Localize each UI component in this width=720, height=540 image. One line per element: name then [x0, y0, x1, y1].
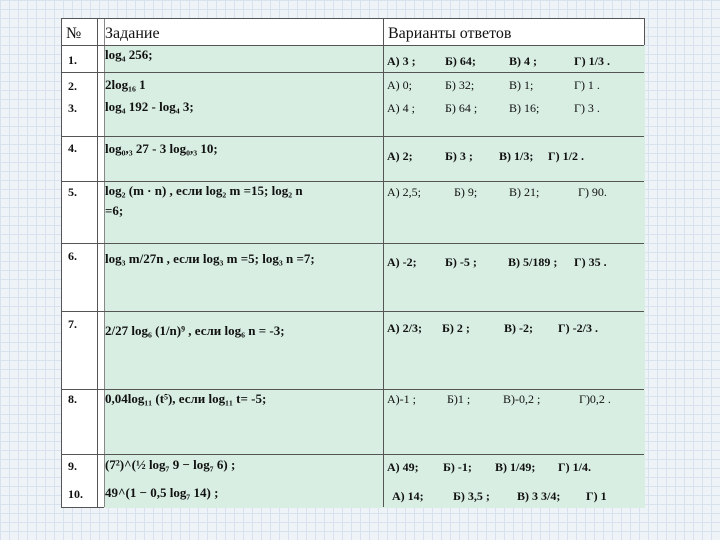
answer-a: А)-1 ; [387, 392, 416, 406]
answer-a: А) 14; [392, 489, 424, 503]
row-number: 8. [68, 392, 77, 406]
answer-d: Г) 1 . [574, 78, 600, 92]
row-number: 4. [68, 141, 77, 155]
row-band-1 [104, 45, 645, 72]
row-line [62, 45, 644, 46]
answer-d: Г)0,2 . [579, 392, 611, 406]
answer-c: В)-0,2 ; [503, 392, 541, 406]
answer-a: А) 2/3; [387, 321, 422, 335]
task-text: (7²)^(½ log₇ 9 − log₇ 6) ; [105, 457, 236, 472]
answer-b: Б)1 ; [447, 392, 471, 406]
answer-b: Б) -5 ; [445, 255, 477, 269]
row-line [62, 454, 644, 455]
answer-d: Г) -2/3 . [558, 321, 598, 335]
task-text: 49^(1 − 0,5 log₇ 14) ; [105, 485, 219, 500]
answer-b: Б) 32; [445, 78, 475, 92]
answer-a: А) 2; [387, 149, 413, 163]
answer-c: В) 3 3/4; [517, 489, 561, 503]
answer-c: В) 1/3; [499, 149, 534, 163]
answer-b: Б) 3 ; [445, 149, 473, 163]
answer-a: А) 0; [387, 78, 412, 92]
task-text: log₄ 192 - log₄ 3; [105, 99, 194, 114]
answer-a: А) 3 ; [387, 54, 416, 68]
header-num: № [66, 25, 82, 42]
row-number: 10. [68, 487, 83, 501]
answer-d: Г) 1/4. [558, 460, 591, 474]
header-task: Задание [105, 25, 160, 42]
task-text: 2/27 log₆ (1/n)⁹ , если log₆ n = -3; [105, 323, 285, 338]
row-line [62, 243, 644, 244]
task-table [61, 18, 645, 508]
task-text: 0,04log₁₁ (t⁵), если log₁₁ t= -5; [105, 391, 267, 406]
answer-c: В) 4 ; [509, 54, 537, 68]
answer-c: В) 1; [509, 78, 534, 92]
task-text: log₂ (m · n) , если log₂ m =15; log₂ n [105, 183, 303, 198]
col-divider-answers [383, 19, 384, 507]
answer-c: В) 16; [509, 101, 540, 115]
answer-b: Б) 9; [454, 185, 478, 199]
answer-c: В) 1/49; [495, 460, 536, 474]
answer-a: А) 49; [387, 460, 419, 474]
answer-b: Б) 3,5 ; [453, 489, 490, 503]
task-text: 2log₁₆ 1 [105, 77, 146, 92]
row-number: 7. [68, 317, 77, 331]
answer-b: Б) 64; [445, 54, 476, 68]
row-number: 5. [68, 185, 77, 199]
row-line [62, 181, 644, 182]
row-number: 2. [68, 79, 77, 93]
row-number: 9. [68, 459, 77, 473]
row-line [62, 136, 644, 137]
answer-c: В) 21; [509, 185, 540, 199]
row-line [62, 389, 644, 390]
row-number: 3. [68, 101, 77, 115]
task-text-continued: =6; [105, 203, 124, 218]
answer-b: Б) -1; [443, 460, 472, 474]
answer-d: Г) 35 . [574, 255, 607, 269]
col-divider-num [97, 19, 98, 507]
answer-d: Г) 1/2 . [548, 149, 584, 163]
task-text: log₃ m/27n , если log₃ m =5; log₃ n =7; [105, 251, 315, 266]
task-text: log₄ 256; [105, 47, 153, 62]
row-number: 1. [68, 53, 77, 67]
answer-d: Г) 3 . [574, 101, 600, 115]
answer-d: Г) 1 [586, 489, 607, 503]
header-answers: Варианты ответов [388, 25, 512, 42]
answer-d: Г) 90. [578, 185, 607, 199]
answer-c: В) 5/189 ; [508, 255, 558, 269]
row-line [62, 311, 644, 312]
answer-a: А) 2,5; [387, 185, 421, 199]
answer-b: Б) 64 ; [445, 101, 478, 115]
answer-a: А) 4 ; [387, 101, 415, 115]
answer-a: А) -2; [387, 255, 417, 269]
task-text: log₀,₃ 27 - 3 log₀,₃ 10; [105, 141, 218, 156]
answer-d: Г) 1/3 . [574, 54, 610, 68]
row-line [62, 72, 644, 73]
row-number: 6. [68, 249, 77, 263]
answer-b: Б) 2 ; [442, 321, 470, 335]
answer-c: В) -2; [504, 321, 533, 335]
